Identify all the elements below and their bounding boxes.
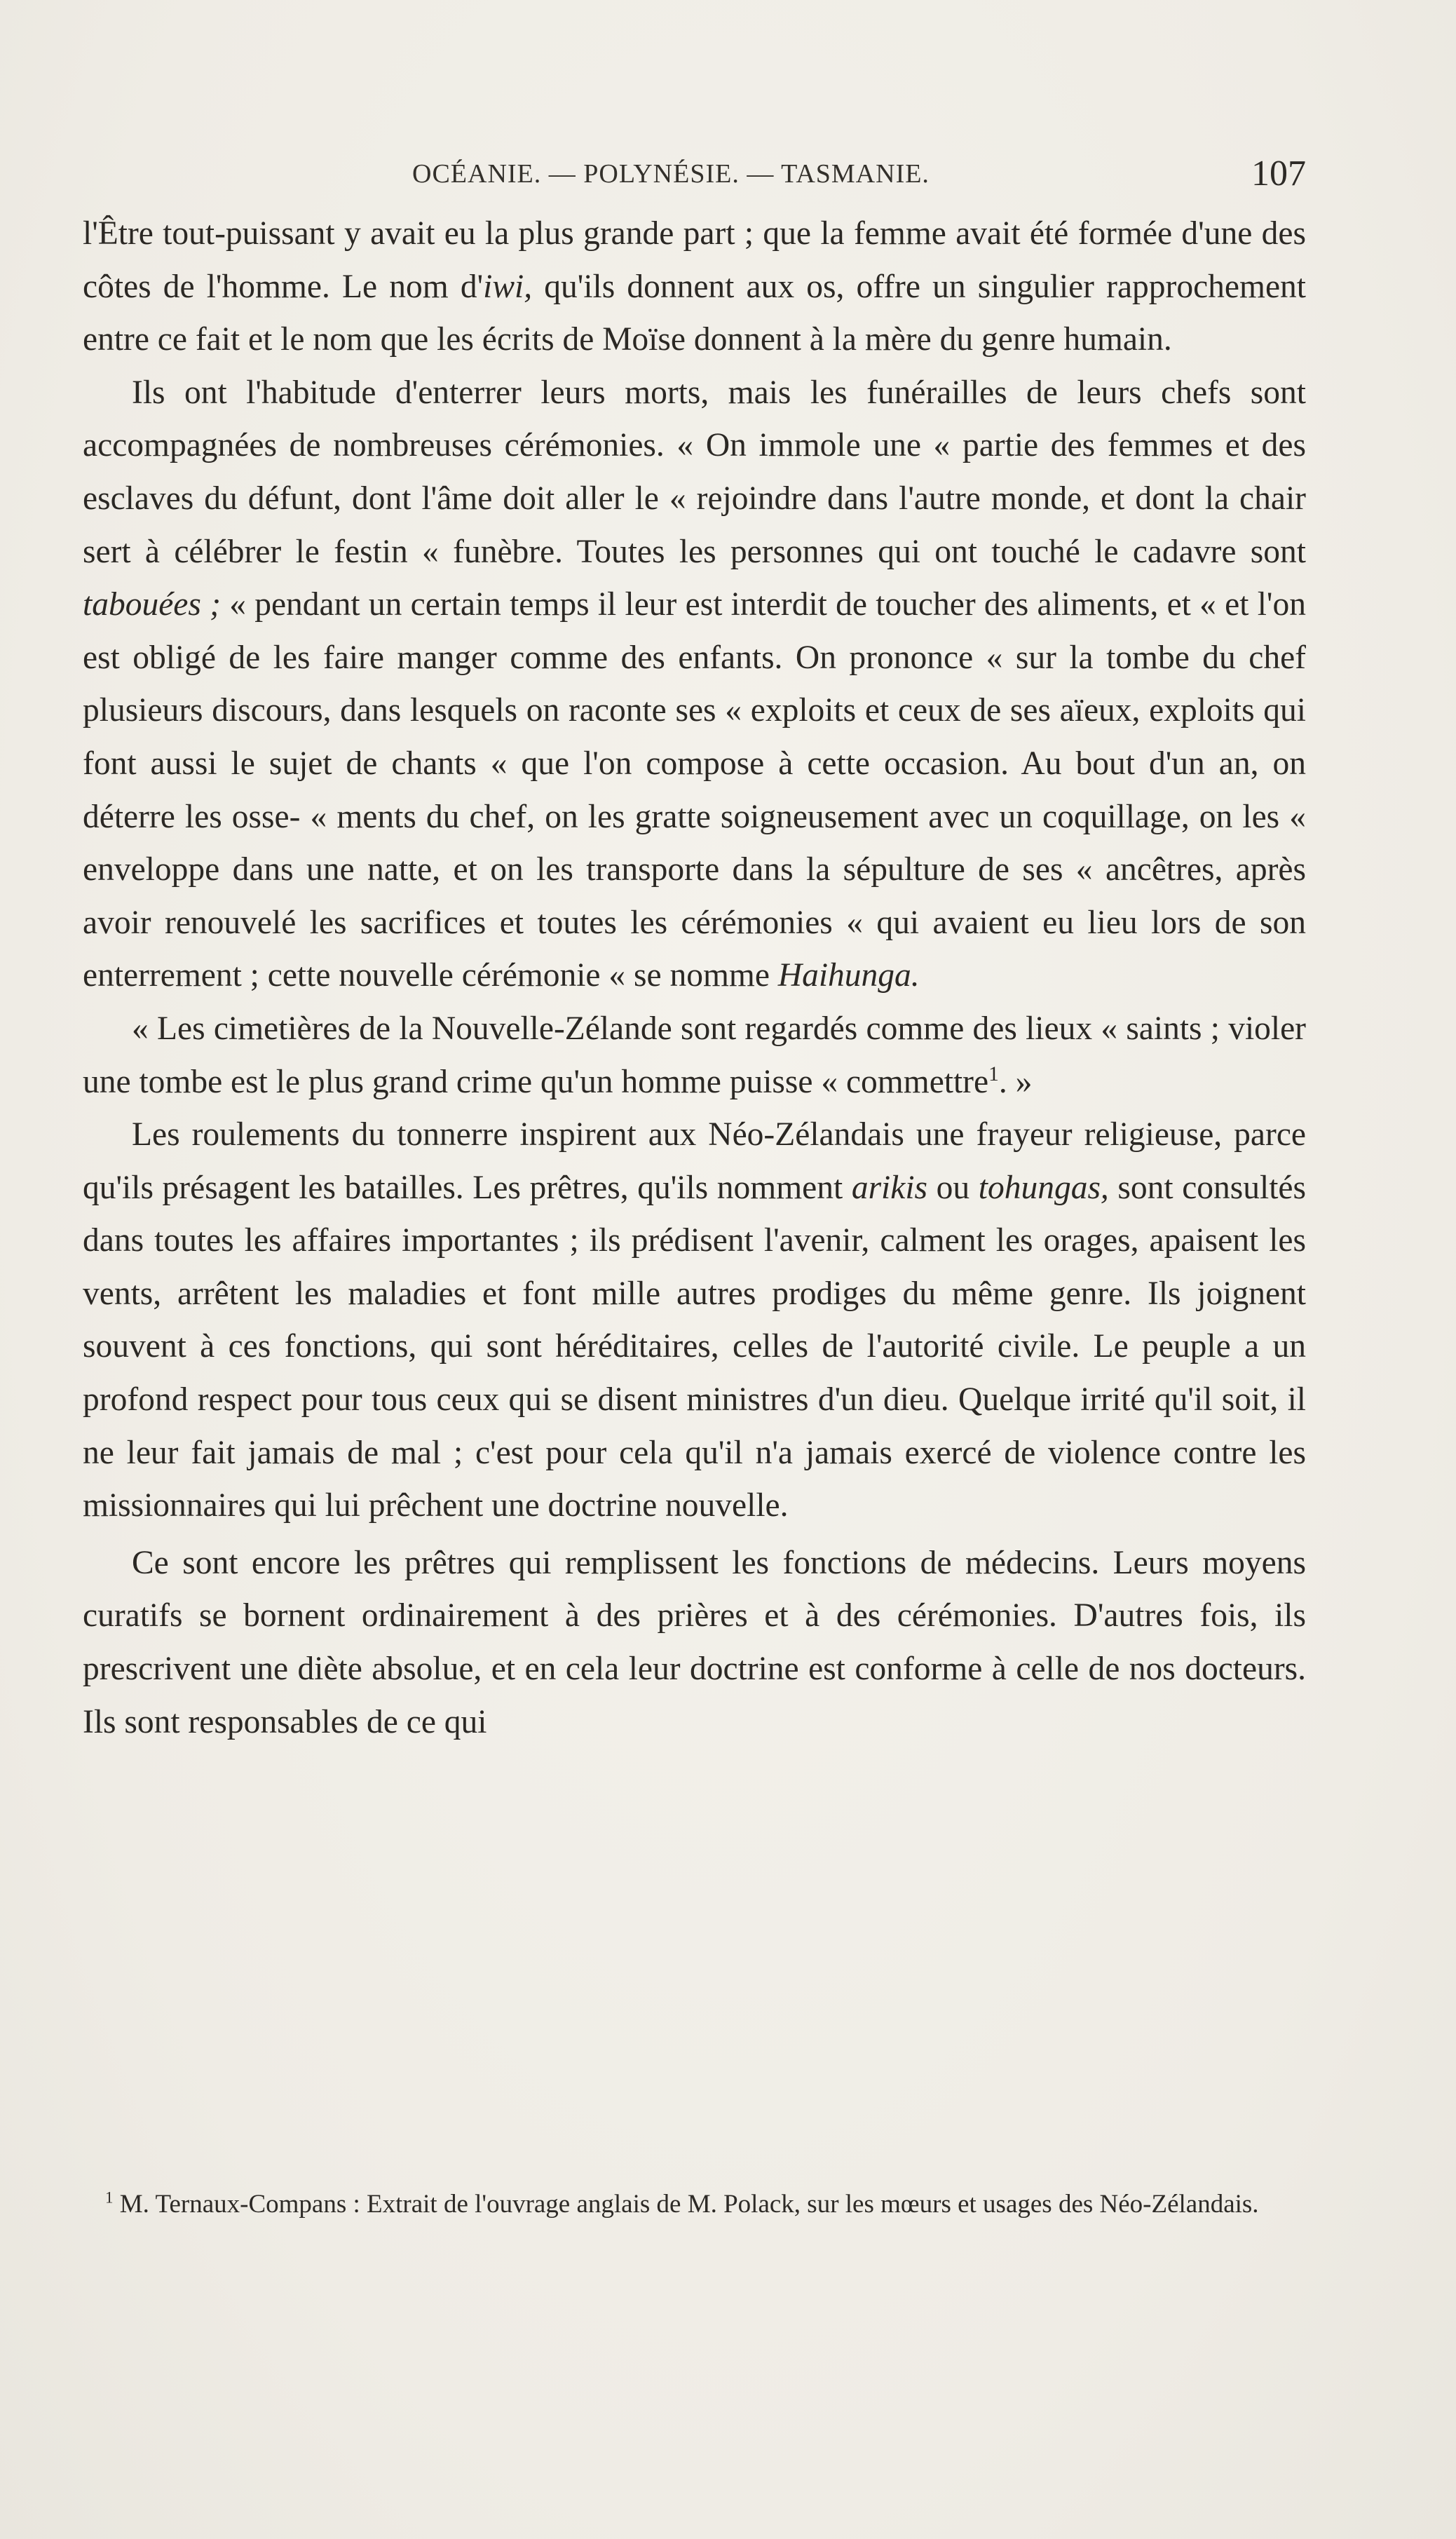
footnote-text: M. Ternaux-Compans : Extrait de l'ouvrage anglais de M. Polack, sur les mœurs et usages des Néo-Zélandais. xyxy=(113,2190,1259,2219)
footnote-1 xyxy=(83,2188,1306,2221)
paragraph-4: Les roulements du tonnerre inspirent aux Néo-Zélandais une frayeur religieuse, parce qu'ils présagent les batailles. Les prêtres, qu'ils nomment arikis ou tohungas, sont consultés dans toutes les affaires importantes ; ils prédisent l'avenir, calment les orages, apaisent les vents, arrêtent les maladies et font mille autres prodiges du même genre. Ils joignent souvent à ces fonctions, qui sont héréditaires, celles de l'autorité civile. Le peuple a un profond respect pour tous ceux qui se disent ministres d'un dieu. Quelque irrité qu'il soit, il ne leur fait jamais de mal ; c'est pour cela qu'il n'a jamais exercé de violence contre les missionnaires qui lui prêchent une doctrine nouvelle. xyxy=(83,1116,1307,1524)
footnotes xyxy=(83,2188,1306,2221)
page-number: 107 xyxy=(1251,154,1306,194)
footnote-reference: 1 xyxy=(988,1062,999,1085)
footnote-marker: 1 xyxy=(105,2188,114,2207)
running-header xyxy=(83,153,1306,195)
paragraph-3: « Les cimetières de la Nouvelle-Zélande sont regardés comme des lieux « saints ; violer une tombe est le plus grand crime qu'un homme puisse « commettre$^1$. » xyxy=(83,1010,1306,1100)
paragraph-2: Ils ont l'habitude d'enterrer leurs morts, mais les funérailles de leurs chefs sont accompagnées de nombreuses cérémonies. « On immole une « partie des femmes et des esclaves du défunt, dont l'âme doit aller le « rejoindre dans l'autre monde, et dont la chair sert à célébrer le festin « funèbre. Toutes les personnes qui ont touché le cadavre sont tabouées ; « pendant un certain temps il leur est interdit de toucher des aliments, et « et l'on est obligé de les faire manger comme des enfants. On prononce « sur la tombe du chef plusieurs discours, dans lesquels on raconte ses « exploits et ceux de ses aïeux, exploits qui font aussi le sujet de chants « que l'on compose à cette occasion. Au bout d'un an, on déterre les osse- « ments du chef, on les gratte soigneusement avec un coquillage, on les « enveloppe dans une natte, et on les transporte dans la sépulture de ses « ancêtres, après avoir renouvelé les sacrifices et toutes les cérémonies « qui avaient eu lieu lors de son enterrement ; cette nouvelle cérémonie « se nomme Haihunga. xyxy=(83,374,1306,994)
running-title: OCÉANIE. — POLYNÉSIE. — TASMANIE. xyxy=(412,159,930,189)
main-text xyxy=(83,208,1306,1749)
paragraph-5: Ce sont encore les prêtres qui remplissent les fonctions de médecins. Leurs moyens curatifs se bornent ordinairement à des prières et à des cérémonies. D'autres fois, ils prescrivent une diète absolue, et en cela leur doctrine est conforme à celle de nos docteurs. Ils sont responsables de ce qui xyxy=(83,1544,1306,1740)
paragraph-1: l'Être tout-puissant y avait eu la plus grande part ; que la femme avait été formée d'une des côtes de l'homme. Le nom d'iwi, qu'ils donnent aux os, offre un singulier rapprochement entre ce fait et le nom que les écrits de Moïse donnent à la mère du genre humain. xyxy=(83,215,1306,358)
